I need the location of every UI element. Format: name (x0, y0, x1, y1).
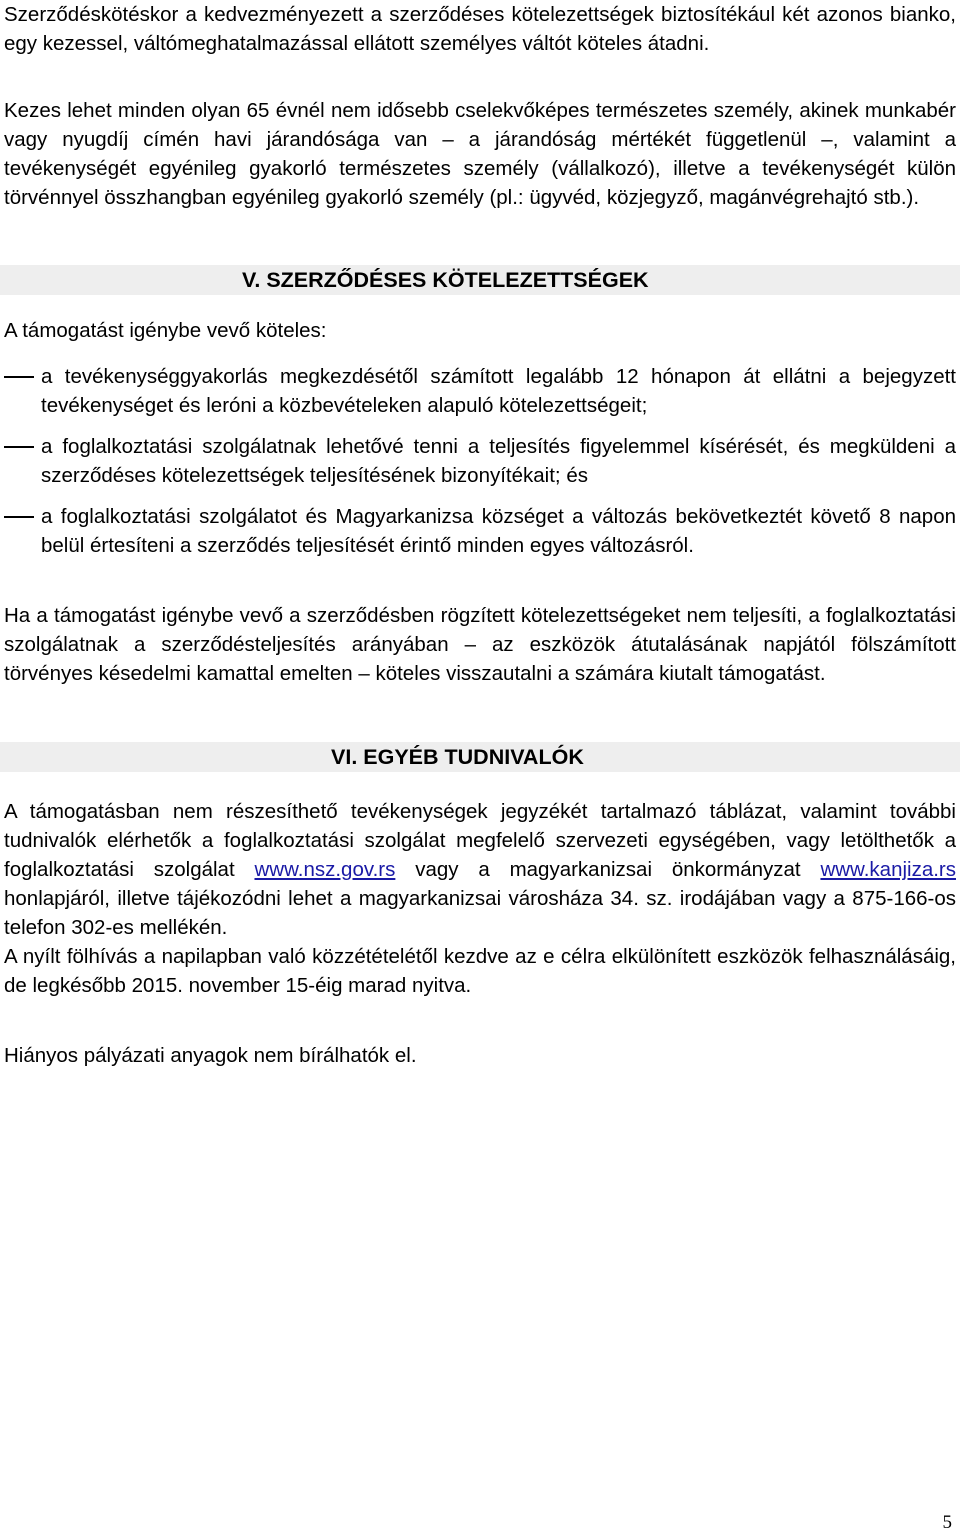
list-item (4, 502, 956, 560)
kanjiza-website-link[interactable]: www.kanjiza.rs (820, 858, 956, 881)
section-5-title: V. SZERZŐDÉSES KÖTELEZETTSÉGEK (242, 268, 649, 292)
nsz-website-link[interactable]: www.nsz.gov.rs (254, 858, 396, 881)
open-call-paragraph: A nyílt fölhívás a napilapban való közzétételétől kezdve az e célra elkülönített eszközök felhasználásáig, de legkésőbb 2015. november 15-éig marad nyitva. (4, 945, 956, 997)
penalty-paragraph: Ha a támogatást igénybe vevő a szerződésben rögzített kötelezettségeket nem teljesíti, a foglalkoztatási szolgálatnak a szerződésteljesítés arányában – az eszközök átutalásának napjától fölszámított törvényes késedelmi kamattal emelten – köteles visszautalni a számára kiutalt támogatást. (4, 604, 956, 685)
dash-bullet-icon (4, 516, 34, 518)
list-item-text: a foglalkoztatási szolgálatnak lehetővé tenni a teljesítés figyelemmel kísérését, és megküldeni a szerződéses kötelezettségek teljesítésének bizonyítékait; és (41, 435, 956, 487)
info-paragraph (4, 797, 956, 942)
obligations-list (4, 362, 956, 572)
section-6-title: VI. EGYÉB TUDNIVALÓK (331, 745, 584, 769)
info-text-part3: honlapjáról, illetve tájékozódni lehet a magyarkanizsai városháza 34. sz. irodájában vagy a 875-166-os telefon 302-es mellékén. (4, 887, 956, 939)
info-text-part2: vagy a magyarkanizsai önkormányzat (395, 858, 821, 881)
guarantor-paragraph: Kezes lehet minden olyan 65 évnél nem idősebb cselekvőképes természetes személy, akinek munkabér vagy nyugdíj címén havi járandósága van – a járandóság mértékét függetlenül –, valamint a tevékenységét egyénileg gyakorló természetes személy (vállalkozó), illetve a tevékenységét külön törvénnyel összhangban egyénileg gyakorló személy (pl.: ügyvéd, közjegyző, magánvégrehajtó stb.). (4, 99, 956, 209)
list-item (4, 362, 956, 420)
list-item-text: a tevékenységgyakorlás megkezdésétől számított legalább 12 hónapon át ellátni a bejegyzett tevékenységet és leróni a közbevételeken alapuló kötelezettségeit; (41, 365, 956, 417)
list-item-text: a foglalkoztatási szolgálatot és Magyarkanizsa községet a változás bekövetkeztét követő 8 napon belül értesíteni a szerződés teljesítését érintő minden egyes változásról. (41, 505, 956, 557)
obligations-intro: A támogatást igénybe vevő köteles: (4, 319, 327, 342)
incomplete-applications-paragraph: Hiányos pályázati anyagok nem bírálhatók el. (4, 1044, 417, 1067)
dash-bullet-icon (4, 376, 34, 378)
intro-paragraph: Szerződéskötéskor a kedvezményezett a szerződéses kötelezettségek biztosítékául két azonos bianko, egy kezessel, váltómeghatalmazással ellátott személyes váltót köteles átadni. (4, 3, 956, 55)
list-item (4, 432, 956, 490)
dash-bullet-icon (4, 446, 34, 448)
info-text-part1: A támogatásban nem részesíthető tevékenységek jegyzékét tartalmazó táblázat, valamint további tudnivalók elérhetők a foglalkoztatási szolgálat megfelelő szervezeti egységében, vagy letölthetők a foglalkoztatási szolgálat (4, 800, 956, 881)
page-number: 5 (942, 1512, 952, 1533)
